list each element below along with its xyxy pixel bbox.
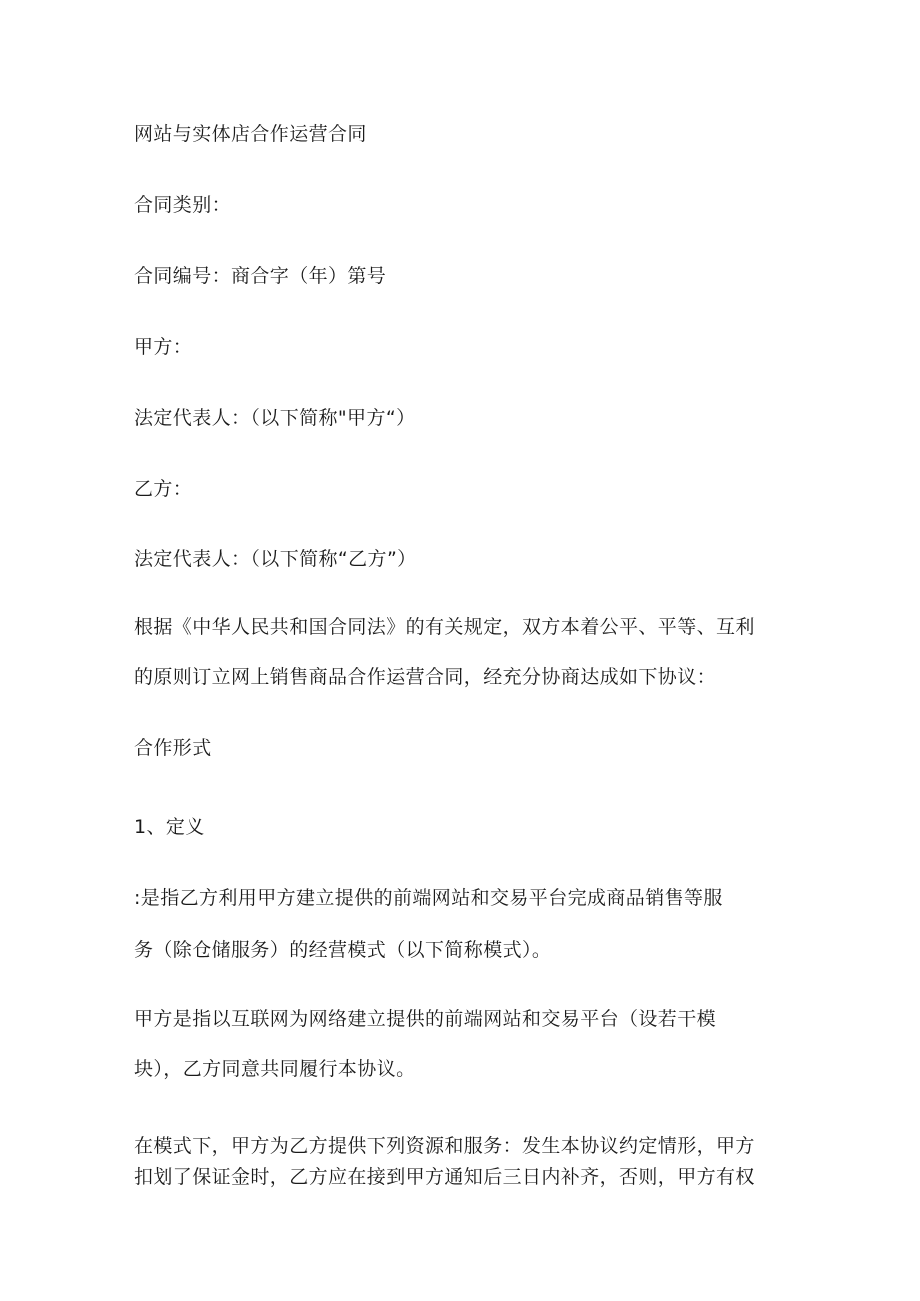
section-heading-cooperation: 合作形式 — [134, 737, 212, 759]
contract-type-line: 合同类别： — [134, 194, 232, 216]
party-a-definition-line-1: 甲方是指以互联网为网络建立提供的前端网站和交易平台（设若干模 — [134, 1008, 717, 1030]
intro-paragraph-line-1: 根据《中华人民共和国合同法》的有关规定，双方本着公平、平等、互利 — [134, 616, 755, 638]
contract-number-line: 合同编号：商合字（年）第号 — [134, 265, 387, 287]
mode-paragraph-line-2: 扣划了保证金时，乙方应在接到甲方通知后三日内补齐，否则，甲方有权 — [134, 1166, 755, 1188]
document-title: 网站与实体店合作运营合同 — [134, 123, 367, 145]
party-a-definition-line-2: 块），乙方同意共同履行本协议。 — [134, 1058, 416, 1080]
intro-paragraph-line-2: 的原则订立网上销售商品合作运营合同，经充分协商达成如下协议： — [134, 666, 717, 688]
item-heading-definition: 1、定义 — [134, 816, 205, 838]
party-a-representative-line: 法定代表人：（以下简称"甲方“） — [134, 407, 416, 429]
party-b-line: 乙方： — [134, 478, 193, 500]
mode-paragraph-line-1: 在模式下，甲方为乙方提供下列资源和服务：发生本协议约定情形，甲方 — [134, 1135, 755, 1157]
definition-paragraph-line-1: :是指乙方利用甲方建立提供的前端网站和交易平台完成商品销售等服 — [134, 887, 723, 909]
definition-paragraph-line-2: 务（除仓储服务）的经营模式（以下简称模式）。 — [134, 939, 552, 961]
party-b-representative-line: 法定代表人：（以下简称“乙方”） — [134, 548, 417, 570]
party-a-line: 甲方： — [134, 336, 193, 358]
